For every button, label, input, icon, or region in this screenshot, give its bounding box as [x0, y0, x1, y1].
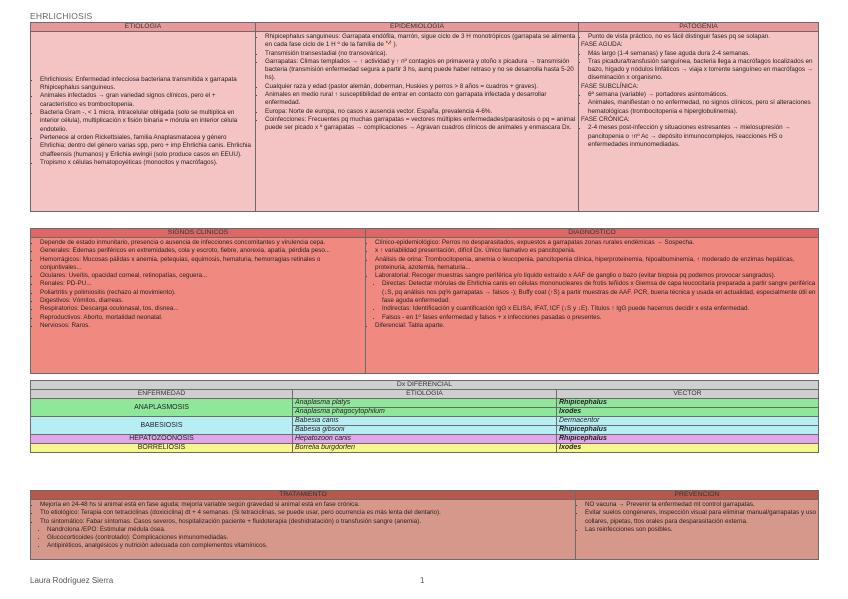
list-item: • Animales en medio rural ↑ susceptibilidad de entrar en contacto con garrapata infectada y desarrollar enfermedad. — [265, 91, 576, 108]
list-item: • Glucocorticoides (controlado): Complicaciones inmunomediadas. — [47, 534, 573, 542]
page-number: 1 — [420, 576, 425, 585]
list-item: • Nerviosos: Raros. — [40, 322, 363, 330]
list-item: • Bacteria Gram -, < 1 micra, intracelular obligada (solo se multiplica en interior célula), multiplicación x fisión binaria = mórula en interior célula endotelio. — [40, 109, 253, 134]
list-item: • 2-4 meses post-infección y situaciones estresantes → mielosupresión → pancitopenia o ↑nº Ac → depósito inmunocomplejos, reacciones HS o enfermedades inmunomediadas. — [588, 124, 816, 149]
disease-hepatozoonosis: HEPATOZOONOSIS — [31, 435, 293, 444]
treatment-prevention-table — [30, 490, 819, 560]
etiology-cell: Anaplasma platys — [293, 399, 557, 408]
prevencion-header: PREVENCIÓN — [576, 491, 819, 500]
list-item: • Animales infectados → gran variedad signos clínicos, pero el + característico es trombocitopenia. — [40, 92, 253, 109]
list-item: • Tto sintomático: Fabar síntomas. Casos severos, hospitalización paciente + fluidoterapia (deshidratación) o transfusión sangre (anemia). — [40, 518, 573, 526]
chronic-phase-list — [581, 124, 816, 149]
subclinical-phase-list — [581, 91, 816, 116]
phase-label: FASE CRÓNICA: — [581, 115, 630, 123]
prevencion-list — [578, 501, 816, 534]
tratamiento-list — [33, 501, 573, 526]
list-item: • Transmisión transestadial (no transovárica). — [265, 50, 576, 58]
list-item: • Respiratorios: Descarga oculonasal, tos, disnea... — [40, 305, 363, 313]
patogenia-cell — [579, 32, 819, 212]
list-item: • Diferencial: Tabla aparte. — [375, 322, 816, 330]
list-item: • Poliartritis y polimiositis (rechazo al movimiento). — [40, 289, 363, 297]
list-item: • Tropismo x células hematopoyéticas (monocitos y macrófagos). — [40, 159, 253, 167]
vector-header: VECTOR — [557, 390, 819, 399]
list-item: • NO vacuna → Prevenir la enfermedad mt control garrapatas. — [585, 501, 816, 509]
vector-cell: Ixodes — [557, 444, 819, 453]
acute-phase-list — [581, 50, 816, 83]
list-item: • Más largo (1-4 semanas) y fase aguda dura 2-4 semanas. — [588, 50, 816, 58]
epidemiologia-list — [258, 33, 576, 133]
etiologia-cell — [31, 32, 256, 212]
list-item: • Digestivos: Vómitos, diarreas. — [40, 297, 363, 305]
etiology-cell: Babesia gibsoni — [293, 426, 557, 435]
list-item: • Hemorrágicos: Mucosas pálidas x anemia, petequias, equimosis, hematuria, hemorragias retinales o conjuntivales... — [40, 256, 363, 273]
vector-cell: Rhipicephalus — [557, 426, 819, 435]
list-item: • Reproductivos: Aborto, mortalidad neonatal. — [40, 314, 363, 322]
etiologia-list — [33, 76, 253, 167]
vector-cell: Rhipicephalus — [557, 435, 819, 444]
list-item: • Punto de vista práctico, no es fácil distinguir fases pq se solapan. — [588, 33, 816, 41]
etiology-cell: Borrelia burgdorferi — [293, 444, 557, 453]
signs-diagnosis-table — [30, 228, 819, 374]
tratamiento-cell — [31, 500, 576, 560]
list-item: • Antipiréticos, analgésicos y nutrición adecuada con complementos vitamínicos. — [47, 542, 573, 550]
signos-cell — [31, 238, 366, 374]
epidemiologia-header: EPIDEMIOLOGÍA — [256, 23, 579, 32]
enfermedad-header: ENFERMEDAD — [31, 390, 293, 399]
footer-author: Laura Rodríguez Sierra — [30, 576, 114, 585]
list-item: • Depende de estado inmunitario, presencia o ausencia de infecciones concomitantes y virulencia cepa. — [40, 239, 363, 247]
vector-cell: Dermacentor — [557, 417, 819, 426]
patogenia-list — [581, 33, 816, 41]
list-item: • Coinfecciones: Frecuentes pq muchas garrapatas = vectores múltiples enfermedades/parasitosis o pq = animal puede ser picado x º garrapatas → complicaciones → Agravan cuadros clínicos de animales y enmascara Dx. — [265, 116, 576, 133]
etiology-epidemiology-pathogenesis-table — [30, 22, 819, 212]
document-title: EHRLICHIOSIS — [30, 11, 93, 21]
list-item: • 6ª semana (variable) → portadores asintomáticos. — [588, 91, 816, 99]
disease-anaplasmosis: ANAPLASMOSIS — [31, 399, 293, 417]
list-item: • Garrapatas: Climas templados → ↑ actividad y ↑ nº contagios en primavera y otoño x picadura → transmisión bacteria (transmisión enfermedad segura a partir 3 hs, aunq puede haber retraso y no se desarrolla hasta 5-20 hs). — [265, 58, 576, 83]
list-item: • Directas: Detectar mórulas de Ehrlichia canis en células mononucleares de frotis teñidos x Giemsa de capa leucocitaria preparada a partir sangre periférica (↓S, pq análisis nos pq% garrapatas → falsos -); Buffy coat (↑S) a partir muestras de AAF. PCR, buena técnica y usada en actualidad, especialmente útil en fase aguda enfermedad. — [382, 280, 816, 305]
prevencion-cell — [576, 500, 819, 560]
list-item: • Generales: Edemas periféricos en extremidades, cola y escroto, fiebre, anorexia, apatía, pérdida peso... — [40, 247, 363, 255]
signos-list — [33, 239, 363, 330]
list-item: • Laboratorial: Recoger muestras sangre periférica y/o líquido extraído x AAF de ganglio o bazo (evitar biopsia pq podemos provocar sangrados). — [375, 272, 816, 280]
disease-borreliosis: BORRELIOSIS — [31, 444, 293, 453]
phase-label: FASE SUBCLÍNICA: — [581, 82, 639, 90]
list-item: • Clínico-epidemiológico: Perros no desparasitados, expuestos a garrapatas zonas rurales endémicas → Sospecha. — [375, 239, 816, 247]
disease-babesiosis: BABESIOSIS — [31, 417, 293, 435]
diagnostico-list — [368, 239, 816, 280]
list-item: • Animales, manifiestan o no enfermedad, no signos clínicos, pero sí alteraciones hematológicas (trombocitopenia e hiperglobulinemia). — [588, 99, 816, 116]
list-item: • Tras picadura/transfusión sanguínea, bacteria llega a macrófagos localizados en bazo, hígado y nódulos linfáticos → viaja x torrente sanguíneo en macrófagos → diseminación x organismo. — [588, 58, 816, 83]
phase-label: FASE AGUDA: — [581, 41, 623, 49]
list-item: • Ehrlichiosis: Enfermedad infecciosa bacteriana transmitida x garrapata Rhipicephalus sanguineus. — [40, 76, 253, 93]
list-item: • Análisis de orina: Trombocitopenia, anemia o leucopenia, pancitopenia clínica, hiperproteinemia, hipoalbuminemia, ↑ moderado de enzimas hepáticas, proteinuria, azotemia, hematuria... — [375, 256, 816, 273]
etiology-cell: Hepatozoon canis — [293, 435, 557, 444]
laboratorial-sublist — [368, 280, 816, 321]
patogenia-header: PATOGENIA — [579, 23, 819, 32]
etiology-cell: Anaplasma phagocytophilum — [293, 408, 557, 417]
vector-cell: Rhipicephalus — [557, 399, 819, 408]
etiology-cell: Babesia canis — [293, 417, 557, 426]
diferencial-list — [368, 322, 816, 330]
epidemiologia-cell — [256, 32, 579, 212]
list-item: • Nandrolona /EPO: Estimular médula ósea. — [47, 526, 573, 534]
tratamiento-sublist — [33, 526, 573, 551]
list-item: • Tto etiológico: Terapia con tetraciclinas (doxiciclina) dt + 4 semanas. (Si tetraciclinas, se puede usar, pero ocurrencia es más lenta del dentario). — [40, 509, 573, 517]
list-item: • Cualquier raza y edad (pastor alemán, doberman, Huskies y perros > 8 años = cuadros + graves). — [265, 83, 576, 91]
tratamiento-header: TRATAMIENTO — [31, 491, 576, 500]
diagnostico-header: DIAGNÓSTICO — [366, 229, 819, 238]
list-item: • Rhipicephalus sanguineus: Garrapata endófila, marrón, sigue ciclo de 3 H monotrópicos (garrapata se alimenta en cada fase ciclo de 1 H º de la familia de 🐕). — [265, 33, 576, 50]
list-item: • Renales: PD-PU... — [40, 280, 363, 288]
list-item: • Mejoría en 24-48 hs si animal está en fase aguda; mejoría variable según gravedad si animal está en fase crónica. — [40, 501, 573, 509]
list-item: • Evitar suelos congéneres, inspección visual para eliminar manual/garrapatas y uso collares, pipetas, ttos orales para desparasitación externa. — [585, 509, 816, 526]
list-item: • Falsos - en 1º fases enfermedad y falsos + x infecciones pasadas o presentes. — [382, 314, 816, 322]
list-item: • Europa: Norte de europa, no casos x ausencia vector. España, prevalencia 4-6%. — [265, 108, 576, 116]
list-item: • Las reinfecciones son posibles. — [585, 526, 816, 534]
list-item: • x ↑ variabilidad presentación, difícil Dx. Único llamativo es pancitopenia. — [375, 247, 816, 255]
etiologia-header: ETIOLOGÍA — [31, 23, 256, 32]
vector-cell: Ixodes — [557, 408, 819, 417]
diagnostico-cell — [366, 238, 819, 374]
list-item: • Indirectas: Identificación y cuantificación IgG x ELISA, IFAT, ICF (↓S y ↓E). Títulos ↑ IgG puede hacernos decidir x esta enfermedad. — [382, 305, 816, 313]
list-item: • Oculares: Uveítis, opacidad corneal, retinopatías, ceguera... — [40, 272, 363, 280]
dx-diferencial-caption: Dx DIFERENCIAL — [31, 381, 819, 390]
signos-header: SIGNOS CLÍNICOS — [31, 229, 366, 238]
differential-diagnosis-table — [30, 380, 819, 453]
etiologia-dx-header: ETIOLOGÍA — [293, 390, 557, 399]
list-item: • Pertenece al orden Rickettsiales, familia Anaplasmatacea y género Ehrlichia; dentro del género varias spp, pero + imp Ehrlichia canis. Ehrlichia chaffeensis (humanos) y Erlichia ewingii (solo produce casos en EEUU). — [40, 134, 253, 159]
